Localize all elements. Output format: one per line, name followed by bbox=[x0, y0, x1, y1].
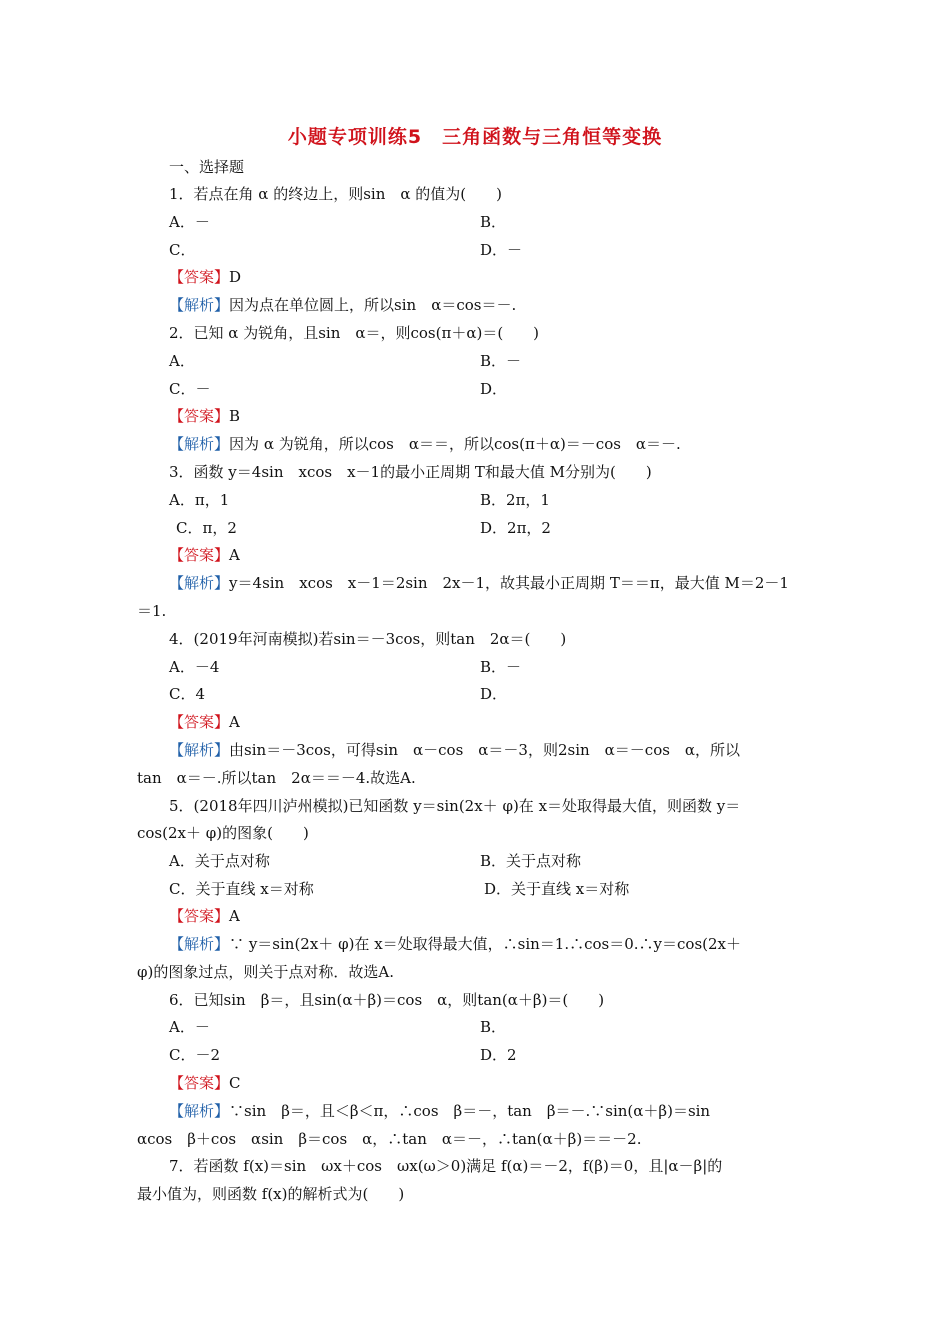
q4-stem: 4．(2019年河南模拟)若sin＝－3cos，则tan 2α＝( ) bbox=[169, 630, 567, 648]
q4-answer: 【答案】A bbox=[169, 713, 240, 731]
q3-option-a: A．π，1 bbox=[169, 491, 230, 509]
q6-option-c: C．－2 bbox=[169, 1046, 221, 1064]
q2-option-c: C．－ bbox=[169, 380, 211, 398]
section-heading: 一、选择题 bbox=[169, 158, 245, 176]
q6-analysis-line1: 【解析】∵sin β＝，且＜β＜π，∴cos β＝－，tan β＝－.∵sin(α＋β)＝sin bbox=[169, 1102, 711, 1120]
q2-option-d: D． bbox=[480, 380, 508, 398]
q5-analysis-line2: φ)的图象过点，则关于点对称．故选A. bbox=[137, 963, 394, 981]
q3-analysis-line2: ＝1. bbox=[137, 602, 167, 620]
q5-option-c: C．关于直线 x＝对称 bbox=[169, 880, 314, 898]
q5-stem-line1: 5．(2018年四川泸州模拟)已知函数 y＝sin(2x＋ φ)在 x＝处取得最大值，则函数 y＝ bbox=[169, 797, 741, 815]
q4-option-c: C．4 bbox=[169, 685, 206, 703]
q4-option-a: A．－4 bbox=[169, 658, 220, 676]
q5-option-d: D．关于直线 x＝对称 bbox=[484, 880, 630, 898]
q6-answer: 【答案】C bbox=[169, 1074, 241, 1092]
q6-analysis-line2: αcos β＋cos αsin β＝cos α，∴tan α＝－，∴tan(α＋β)＝＝－2. bbox=[137, 1130, 642, 1148]
q1-option-c: C． bbox=[169, 241, 196, 259]
q5-option-b: B．关于点对称 bbox=[480, 852, 582, 870]
q2-answer: 【答案】B bbox=[169, 407, 241, 425]
q2-option-a: A． bbox=[169, 352, 195, 370]
q1-analysis: 【解析】因为点在单位圆上，所以sin α＝cos＝－. bbox=[169, 296, 517, 314]
q7-stem-line1: 7．若函数 f(x)＝sin ωx＋cos ωx(ω＞0)满足 f(α)＝－2，f(β)＝0，且|α－β|的 bbox=[169, 1157, 723, 1175]
q4-analysis-line2: tan α＝－.所以tan 2α＝＝－4.故选A. bbox=[137, 769, 416, 787]
q6-option-a: A．－ bbox=[169, 1018, 210, 1036]
q3-answer: 【答案】A bbox=[169, 546, 240, 564]
q1-option-b: B． bbox=[480, 213, 507, 231]
q7-stem-line2: 最小值为，则函数 f(x)的解析式为( ) bbox=[137, 1185, 405, 1203]
q3-option-d: D．2π，2 bbox=[480, 519, 551, 537]
q5-stem-line2: cos(2x＋ φ)的图象( ) bbox=[137, 824, 309, 842]
q1-answer: 【答案】D bbox=[169, 268, 242, 286]
q4-option-d: D． bbox=[480, 685, 508, 703]
q6-option-d: D．2 bbox=[480, 1046, 517, 1064]
q2-analysis: 【解析】因为 α 为锐角，所以cos α＝＝，所以cos(π＋α)＝－cos α＝－. bbox=[169, 435, 681, 453]
q5-option-a: A．关于点对称 bbox=[169, 852, 270, 870]
q6-option-b: B． bbox=[480, 1018, 507, 1036]
q3-stem: 3．函数 y＝4sin xcos x－1的最小正周期 T和最大值 M分别为( ) bbox=[169, 463, 652, 481]
q2-option-b: B．－ bbox=[480, 352, 522, 370]
q5-answer: 【答案】A bbox=[169, 907, 240, 925]
q3-option-b: B．2π，1 bbox=[480, 491, 550, 509]
q1-stem: 1．若点在角 α 的终边上，则sin α 的值为( ) bbox=[169, 185, 502, 203]
page-title: 小题专项训练5 三角函数与三角恒等变换 bbox=[287, 126, 663, 148]
q5-analysis-line1: 【解析】∵ y＝sin(2x＋ φ)在 x＝处取得最大值，∴sin＝1.∴cos＝0.∴y＝cos(2x＋ bbox=[169, 935, 742, 953]
q6-stem: 6．已知sin β＝，且sin(α＋β)＝cos α，则tan(α＋β)＝( ) bbox=[169, 991, 605, 1009]
q4-option-b: B．－ bbox=[480, 658, 522, 676]
q1-option-a: A．－ bbox=[169, 213, 210, 231]
q3-option-c: C．π，2 bbox=[176, 519, 237, 537]
q3-analysis-line1: 【解析】y＝4sin xcos x－1＝2sin 2x－1，故其最小正周期 T＝＝π，最大值 M＝2－1 bbox=[169, 574, 789, 592]
q4-analysis-line1: 【解析】由sin＝－3cos，可得sin α－cos α＝－3，则2sin α＝－cos α，所以 bbox=[169, 741, 741, 759]
q2-stem: 2．已知 α 为锐角，且sin α＝，则cos(π＋α)＝( ) bbox=[169, 324, 540, 342]
q1-option-d: D．－ bbox=[480, 241, 523, 259]
